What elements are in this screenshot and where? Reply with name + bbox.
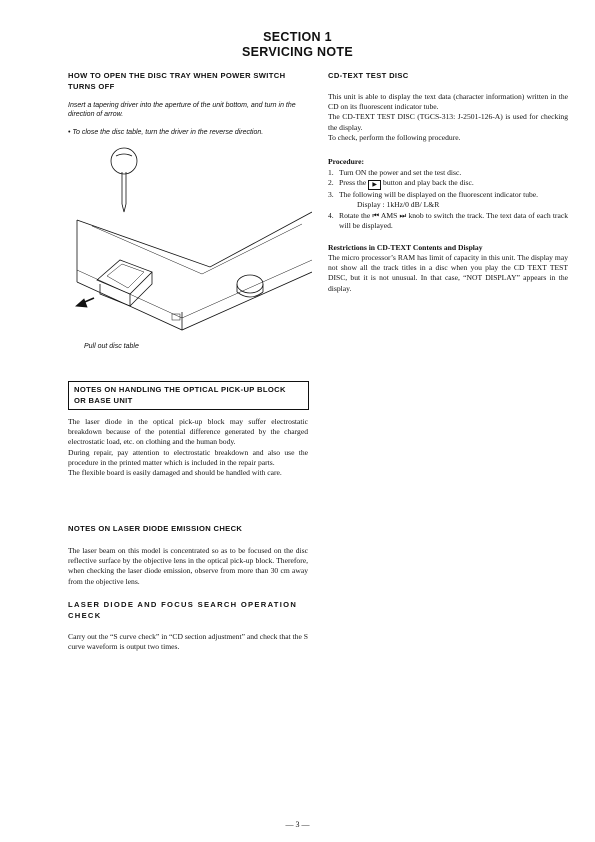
emission-body: The laser beam on this model is concentrated so as to be focused on the disc reflective surface by the objective lens in the optical pick-up block. Therefore, when checking the laser diode emission, observe from more than 30 cm away from the objective lens. [68, 546, 308, 586]
skip-prev-icon: ⏮ [372, 210, 380, 220]
focus-body: Carry out the “S curve check” in “CD section adjustment” and check that the S curve waveform is output two times. [68, 632, 308, 652]
disc-tray-illustration [62, 142, 312, 342]
step-text-pre: Press the [339, 178, 367, 188]
ams-label: AMS [380, 210, 398, 220]
cdtext-intro [328, 92, 568, 143]
play-icon: ▶ [368, 180, 381, 190]
disc-tray-bullet-text: To close the disc table, turn the driver in the reverse direction. [72, 129, 264, 136]
optical-heading-line2: OR BASE UNIT [74, 395, 133, 405]
optical-body [68, 417, 308, 478]
screwdriver-handle [111, 148, 137, 174]
procedure-step-3 [328, 190, 568, 210]
step-number: 1. [328, 168, 334, 177]
optical-para1: The laser diode in the optical pick-up block may suffer electrostatic breakdown because of the potential difference generated by the charged electrostatic load, etc. on clothing and the human body. [68, 417, 308, 447]
cdtext-para2: The CD-TEXT TEST DISC (TGCS-313: J-2501-126-A) is used for checking the display. [328, 112, 568, 132]
step-text: Turn ON the power and set the test disc. [339, 168, 462, 177]
disc-tray-intro: Insert a tapering driver into the aperture of the unit bottom, and turn in the direction of arrow. [68, 102, 296, 119]
focus-heading-line2: CHECK [68, 610, 102, 620]
figure-caption: Pull out disc table [84, 343, 139, 350]
step-text-post: button and play back the disc. [383, 178, 474, 188]
cdtext-para1: This unit is able to display the text data (character information) written in the CD on its fluorescent indicator tube. [328, 92, 568, 112]
procedure-heading: Procedure: [328, 157, 364, 166]
restrictions-heading: Restrictions in CD-TEXT Contents and Display [328, 243, 483, 252]
procedure-step-2 [328, 178, 568, 190]
procedure-list [328, 168, 568, 231]
focus-heading-line1: LASER DIODE AND FOCUS SEARCH OPERATION [68, 600, 298, 609]
optical-para3: The flexible board is easily damaged and should be handled with care. [68, 468, 282, 478]
disc-tray-heading [68, 71, 308, 92]
unit-bottom-edge [77, 272, 312, 330]
procedure-step-4 [328, 211, 568, 231]
emission-heading: NOTES ON LASER DIODE EMISSION CHECK [68, 524, 243, 533]
step-text-pre: Rotate the [339, 210, 371, 220]
focus-heading [68, 600, 308, 621]
unit-knob [237, 275, 263, 293]
step-text-post: knob to switch the track. The text data of each track will be displayed. [339, 210, 569, 230]
cdtext-para3: To check, perform the following procedure. [328, 132, 461, 142]
cdtext-heading: CD-TEXT TEST DISC [328, 71, 409, 80]
step-text: The following will be displayed on the fluorescent indicator tube. [339, 190, 539, 200]
optical-heading-box [68, 381, 309, 410]
restrictions-body: The micro processor’s RAM has limit of capacity in this unit. The display may not show all the track titles in a disc when you play the CD TEXT TEST DISC, but it is not unusual. In that case, “NOT DISPLAY” appears in the display. [328, 253, 568, 293]
bullet-mark: • [68, 129, 71, 136]
optical-para2: During repair, pay attention to electrostatic breakdown and also use the procedure in the printed matter which is included in the repair parts. [68, 447, 308, 467]
optical-heading-line1: NOTES ON HANDLING THE OPTICAL PICK-UP BLOCK [74, 385, 286, 394]
section-title: SECTION 1 [263, 30, 332, 44]
step-number: 2. [328, 178, 334, 188]
page-number: — 3 — [285, 820, 310, 829]
step-number: 3. [328, 190, 334, 200]
skip-next-icon: ⏭ [399, 210, 407, 220]
procedure-step-1 [328, 168, 568, 178]
section-subtitle: SERVICING NOTE [242, 45, 353, 59]
step-number: 4. [328, 210, 334, 220]
display-readout: Display : 1kHz/0 dB/ L&R [357, 200, 440, 210]
disc-tray-heading-line1: HOW TO OPEN THE DISC TRAY WHEN POWER SWITCH [68, 71, 286, 80]
unit-top-edge [77, 212, 312, 267]
disc-tray-bullet [68, 128, 308, 137]
screwdriver-shaft [122, 172, 126, 204]
disc-tray-heading-line2: TURNS OFF [68, 81, 115, 91]
